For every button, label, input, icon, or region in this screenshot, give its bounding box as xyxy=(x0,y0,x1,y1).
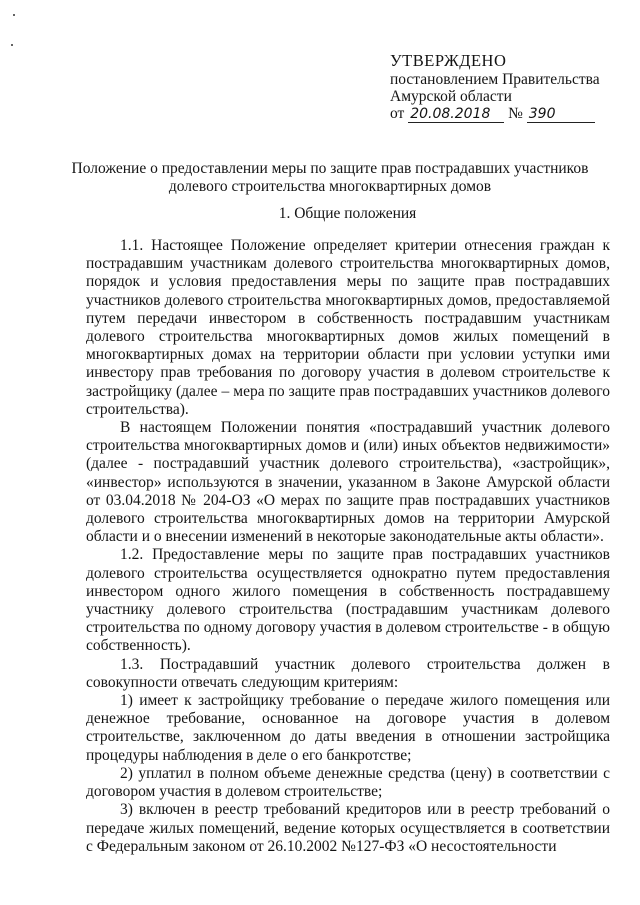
paragraph: 2) уплатил в полном объеме денежные средства (цену) в соответствии с договором участия в долевом строительстве; xyxy=(86,764,610,801)
title-line-2: долевого строительства многоквартирных домов xyxy=(168,178,492,195)
handwritten-date: 20.08.2018 xyxy=(408,107,504,123)
scan-speck xyxy=(11,44,13,46)
title-line-1: Положение о предоставлении меры по защите прав пострадавших участников xyxy=(71,160,589,177)
section-heading: 1. Общие положения xyxy=(278,205,417,222)
approval-line-1: постановлением Правительства xyxy=(390,71,600,88)
paragraph: 1) имеет к застройщику требование о передаче жилого помещения или денежное требование, основанное на договоре участия в долевом строительстве, заключенном до даты введения в отношении застройщика процедуры наблюдения в деле о его банкротстве; xyxy=(86,692,610,764)
handwritten-number: 390 xyxy=(527,107,595,123)
paragraph: 1.2. Предоставление меры по защите прав пострадавших участников долевого строительства осуществляется однократно путем предоставления инвестором одного жилого помещения в собственность пострадавшему участнику долевого строительства (пострадавшим участникам долевого строительства по одному договору участия в долевом строительстве - в общую собственность). xyxy=(86,546,610,655)
approval-date-row xyxy=(390,105,620,123)
scan-speck xyxy=(13,14,15,16)
document-title xyxy=(60,160,600,196)
approval-line-2: Амурской области xyxy=(390,88,512,105)
approval-head: УТВЕРЖДЕНО xyxy=(390,51,507,70)
paragraph: 1.3. Пострадавший участник долевого строительства должен в совокупности отвечать следующим критериям: xyxy=(86,655,610,691)
date-prefix: от xyxy=(390,105,405,122)
number-prefix: № xyxy=(508,105,523,122)
paragraph: 3) включен в реестр требований кредиторов или в реестр требований о передаче жилых помещений, ведение которых осуществляется в соответствии с Федеральным законом от 26.10.2002 №127-ФЗ «О несостоятельности xyxy=(86,801,610,855)
paragraph: 1.1. Настоящее Положение определяет критерии отнесения граждан к пострадавшим участникам долевого строительства многоквартирных домов, порядок и условия предоставления меры по защите прав пострадавших участников долевого строительства многоквартирных домов, предоставляемой путем передачи инвестором в собственность пострадавшим участникам долевого строительства многоквартирных домов жилых помещений в многоквартирных домах на территории области при условии уступки ими инвестору прав требования по договору участия в долевом строительстве к застройщику (далее – мера по защите прав пострадавших участников долевого строительства). xyxy=(86,237,610,418)
approval-block xyxy=(390,52,620,123)
paragraph: В настоящем Положении понятия «пострадавший участник долевого строительства многоквартирных домов и (или) иных объектов недвижимости» (далее - пострадавший участник долевого строительства), «застройщик», «инвестор» используются в значении, указанном в Законе Амурской области от 03.04.2018 № 204-ОЗ «О мерах по защите прав пострадавших участников долевого строительства многоквартирных домов на территории Амурской области и о внесении изменений в некоторые законодательные акты области». xyxy=(86,419,610,546)
document-body xyxy=(86,237,610,856)
